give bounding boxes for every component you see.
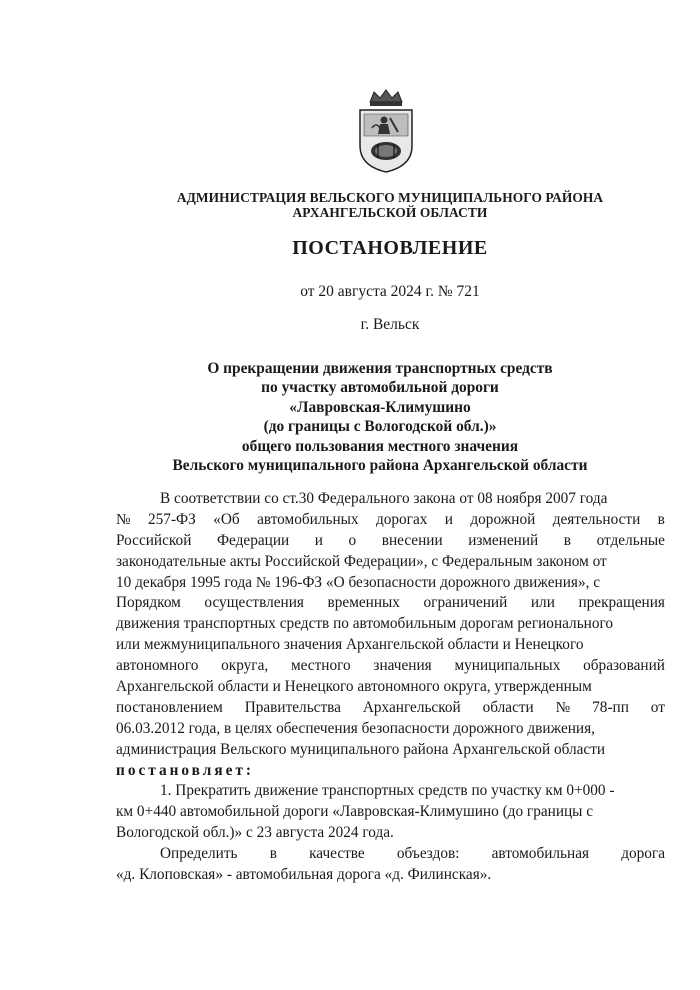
document-subject bbox=[120, 359, 640, 475]
body-line: администрация Вельского муниципального района Архангельской области bbox=[116, 740, 606, 758]
subject-line: по участку автомобильной дороги bbox=[261, 379, 499, 397]
body-line: 10 декабря 1995 года № 196-ФЗ «О безопасности дорожного движения», с bbox=[116, 573, 601, 591]
word: постановлением bbox=[116, 698, 223, 716]
word: ограничений bbox=[423, 594, 508, 612]
word: дорога bbox=[621, 845, 665, 863]
document-title: ПОСТАНОВЛЕНИЕ bbox=[292, 237, 488, 259]
word: № bbox=[555, 698, 571, 716]
body-line: законодательные акты Российской Федерации», с Федеральным законом от bbox=[116, 552, 607, 570]
word: качестве bbox=[309, 845, 365, 863]
body-line-justified bbox=[116, 510, 665, 531]
word: образований bbox=[583, 657, 665, 675]
body-line: 06.03.2012 года, в целях обеспечения безопасности дорожного движения, bbox=[116, 719, 595, 737]
word: осуществления bbox=[204, 594, 304, 612]
word: местного bbox=[290, 657, 351, 675]
body-line: В соответствии со ст.30 Федерального закона от 08 ноября 2007 года bbox=[160, 490, 608, 507]
word: о bbox=[348, 531, 357, 549]
word: Определить bbox=[160, 845, 238, 863]
issuer-line-2: АРХАНГЕЛЬСКОЙ ОБЛАСТИ bbox=[292, 205, 488, 220]
subject-line: «Лавровская-Климушино bbox=[289, 398, 471, 416]
word: объездов: bbox=[396, 845, 460, 863]
subject-line: (до границы с Вологодской обл.)» bbox=[263, 418, 497, 436]
word: автомобильная bbox=[491, 845, 590, 863]
body-line: или межмуниципального значения Архангельской области и Ненецкого bbox=[116, 636, 584, 654]
issuer-header bbox=[140, 190, 640, 220]
word: в bbox=[657, 510, 665, 528]
coat-of-arms-emblem bbox=[350, 88, 422, 174]
subject-line: Вельского муниципального района Архангельской области bbox=[172, 457, 588, 475]
word: округа, bbox=[221, 657, 269, 675]
item-1-line: км 0+440 автомобильной дороги «Лавровская-Климушино (до границы с bbox=[116, 803, 594, 821]
word: прекращения bbox=[578, 594, 665, 612]
word: муниципальных bbox=[454, 657, 561, 675]
word: изменений bbox=[468, 531, 539, 549]
body-line: движения транспортных средств по автомобильным дорогам регионального bbox=[116, 615, 614, 633]
word: 78-пп bbox=[592, 698, 629, 716]
issuer-line-1: АДМИНИСТРАЦИЯ ВЕЛЬСКОГО МУНИЦИПАЛЬНОГО РАЙОНА bbox=[176, 190, 604, 205]
document-place: г. Вельск bbox=[360, 316, 420, 333]
word: в bbox=[563, 531, 572, 549]
word: области bbox=[482, 698, 534, 716]
body-line-justified bbox=[116, 698, 665, 719]
body-line-justified bbox=[116, 656, 665, 677]
word: и bbox=[314, 531, 323, 549]
word: и bbox=[444, 510, 453, 528]
body-line: Архангельской области и Ненецкого автономного округа, утвержденным bbox=[116, 678, 592, 696]
word: внесении bbox=[381, 531, 443, 549]
item-1-line: 1. Прекратить движение транспортных средств по участку км 0+000 - bbox=[160, 782, 615, 800]
word: от bbox=[650, 698, 665, 716]
body-line-justified bbox=[116, 844, 665, 865]
word: Российской bbox=[116, 531, 192, 549]
word: № bbox=[116, 510, 131, 528]
word: временных bbox=[327, 594, 400, 612]
word: деятельности bbox=[552, 510, 641, 528]
word: отдельные bbox=[596, 531, 665, 549]
word: автомобильных bbox=[257, 510, 359, 528]
word: дорожной bbox=[470, 510, 536, 528]
word: Архангельской bbox=[362, 698, 461, 716]
body-line-justified bbox=[116, 593, 665, 614]
word: значения bbox=[373, 657, 432, 675]
body-line-justified bbox=[116, 531, 665, 552]
word: или bbox=[530, 594, 555, 612]
document-body bbox=[116, 489, 665, 886]
word: дорогах bbox=[375, 510, 428, 528]
word: «Об bbox=[213, 510, 240, 528]
word: Порядком bbox=[116, 594, 181, 612]
decree-word: постановляет: bbox=[116, 761, 254, 779]
word: Федерации bbox=[216, 531, 290, 549]
document-date-number: от 20 августа 2024 г. № 721 bbox=[300, 283, 480, 300]
item-1-line: Вологодской обл.)» с 23 августа 2024 года. bbox=[116, 824, 394, 842]
body-line: «д. Клоповская» - автомобильная дорога «д. Филинская». bbox=[116, 866, 492, 884]
word: 257-ФЗ bbox=[148, 510, 196, 528]
subject-line: О прекращении движения транспортных средств bbox=[207, 360, 553, 377]
subject-line: общего пользования местного значения bbox=[241, 437, 519, 455]
word: автономного bbox=[116, 657, 199, 675]
word: Правительства bbox=[244, 698, 341, 716]
word: в bbox=[269, 845, 277, 863]
